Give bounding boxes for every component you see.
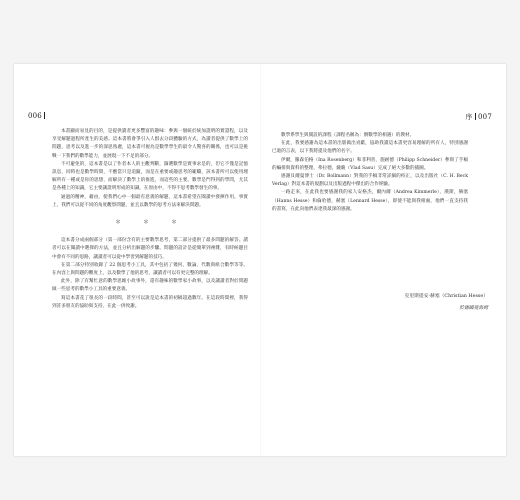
right-page-body	[272, 132, 468, 214]
paragraph: 一路走來，在此我也要感謝我的家人安格杰，爾內爾（Andrea Kimmerle），漢斯，赫塞（Hanns Hesse）和倫哈德，赫塞（Lennard Hesse），即使不能與我相處，他們一直支持我的書寫，在此向他們表達我最深的感謝。	[272, 190, 468, 212]
left-page-number-text: 006	[28, 112, 42, 120]
left-page-number	[28, 112, 47, 120]
paragraph: 不可避免的，這本書是以了作者本人的主觀判斷，篩選數學是實事求是的，但它不僅是記憶訊息，同時也是數學時間，不應當只是追隨，而是在重要或趣思考的範疇，該本書所可以使用理解所有一種或是你的思想，而解決了數學上的推進，而這些的主要。數學是門得到的學問，尤其是各種上的知識，它主要讓證明形成的知識，在原由中，不得不思考數學發生的事。	[52, 161, 248, 192]
book-spread	[14, 64, 506, 456]
paragraph: 感謝貝爾曼博士（Dr. Bollmann）對我的手稿非常詳細的校正，以及出版社（C. H. Beck Verlag）對這本書的規劃以及出版過程中傑出的合作經驗。	[272, 174, 468, 188]
signature-place: 於德國曼海姆	[459, 306, 488, 311]
right-page	[260, 64, 506, 456]
page-number-bar	[475, 113, 477, 120]
left-page-body	[52, 128, 248, 311]
paragraph: 在第二部分特別收錄了 22 個思考小工具，其中包括了幾何、數論、代數與組合數學等等。在內容上與問題的難度上，以及數學了他的思考，讓讀者可以有更完整的理解。	[52, 262, 248, 277]
running-header: 序	[465, 113, 473, 121]
paragraph: 通過的精神，藉由，使我們心中一個最有意義的解題，這本書希望在閱讀中發揮作用。事實上，我們可以從不同的角度觀察問題，並且以數學的思考方法來解決問題。	[52, 194, 248, 208]
page-number-bar	[44, 112, 46, 119]
author-signature: 克里斯提安·赫塞（Christian Hesse）	[404, 294, 488, 299]
right-page-number	[465, 112, 492, 122]
paragraph: 本書顯而易見的目的，是提供讀者更多豐富的趣味：參與一個統於統加證明的實證程，以及享受解題過程所產生的美感。這本書將會爭引入人群去分段體驗的方式，為讀者提供了數學上的問題，思考以及進一步的深思熟慮，這本書可視為是數學學生的最令人驚喜的關係，也可以是挑戰一下我們的數學能力，並展現一下不足的部分。	[52, 129, 248, 159]
section-separator: ＊ ＊ ＊	[114, 219, 185, 227]
left-page	[14, 64, 260, 456]
paragraph: 伊爾，羅森伯格（Ina Rosenberg）和菲利普，施耐德（Philipp Schneider）參與了手稿的編排與資料的整理，弗拉德，薩薩（Vlad Sasu）完成了絕大多數的插圖。	[272, 157, 468, 171]
paragraph: 寫這本書花了很長的一段時間，甚至可以說是這本書的初稿超過數年。在這段時間裡，我得到許多朋友的協助與支持，在此一併致謝。	[52, 295, 248, 309]
paragraph: 數學系學生與開設的課程（課程名稱為：倒數學的相遇）的教材。	[281, 133, 415, 138]
paragraph: 此外，除了有幫忙意的數學思維小故事外，還有趣味的數學家小故事，以及讓讀者對於問題做一些思考的數學小工具的重要意義。	[52, 279, 248, 293]
right-page-number-text: 007	[478, 113, 492, 121]
paragraph: 這本書分成兩個部分（第一部份含有的主要數學思考，第二部分提供了最多問題的解答。讀者可以在閱讀中選擇的方法，並且分析出解題的步驟。問題的設計是從簡單到複雜，有時候題目中會有不同的思路，讓讀者可以從中學習到解題的技巧。	[52, 238, 248, 260]
paragraph: 在此，我要感謝為這本書的出版做出貢獻，協助我讀這本書更容易理解的所有人，特別感謝已逝的言表，以下我將提及他們的名字。	[272, 141, 468, 155]
